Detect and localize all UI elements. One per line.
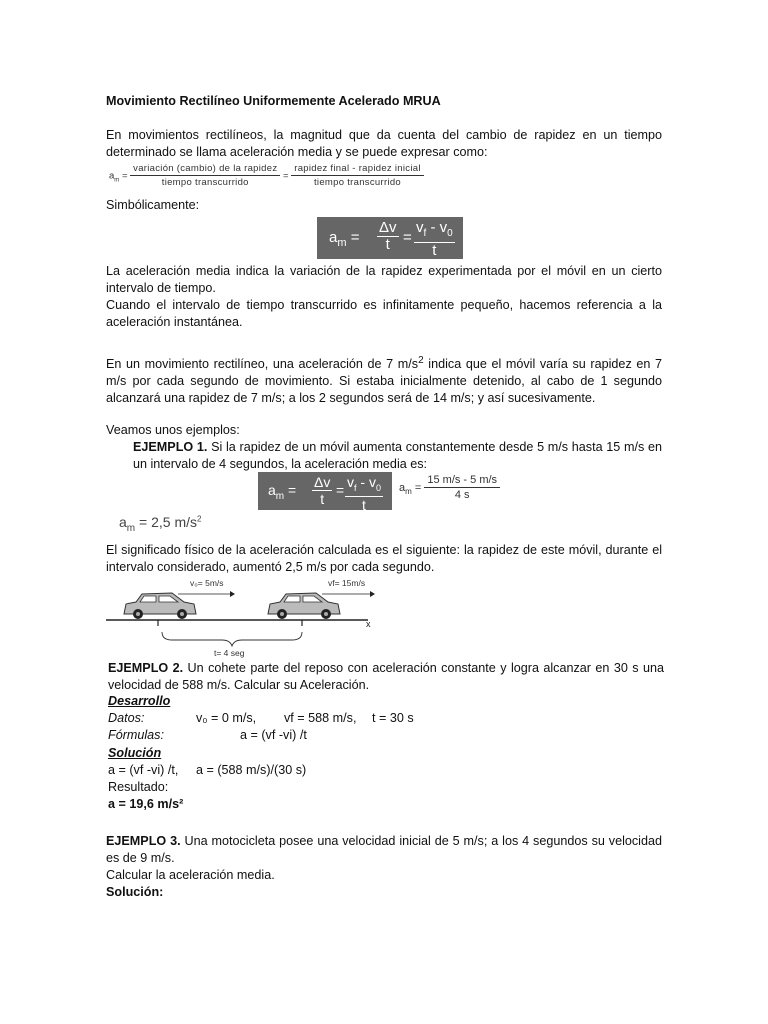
def-numerator-1: variación (cambio) de la rapidez [130,162,280,176]
x-axis-label: x [366,619,371,629]
formula-box-2: $a_m$ = $\frac{\Delta v}{t}$ = $\frac{v_f - v_0}{t}$ [258,472,392,510]
paragraph-definition: La aceleración media indica la variación de la rapidez experimentada por el móvil en un cierto intervalo de tiempo. [106,264,662,295]
examples-intro: Veamos unos ejemplos: [106,423,240,437]
datos-label: Datos: [108,711,145,725]
paragraph-instantaneous: Cuando el intervalo de tiempo transcurrido es infinitamente pequeño, hacemos referencia a la aceleración instantánea. [106,298,662,329]
solution-line-1: a = (vf -vi) /t, [108,763,179,777]
formulas-label: Fórmulas: [108,728,164,742]
motion-diagram [106,576,378,658]
def-denominator-2: tiempo transcurrido [313,177,401,188]
resultado-label: Resultado: [108,780,169,794]
solution-line-1b: a = (588 m/s)/(30 s) [196,763,307,777]
example-1-calculation: $a_m$ = $\frac{15 m/s - 5 m/s}{4 s}$ [399,474,500,502]
example-1-meaning: El significado físico de la aceleración calculada es el siguiente: la rapidez de este móvil, durante el intervalo considerado, aumentó 2,5 m/s por cada segundo. [106,543,662,574]
datos-vf: vf = 588 m/s, [284,711,357,725]
paragraph-example-acceleration: En un movimiento rectilíneo, una aceleración de 7 $m/s^2$ indica que el móvil varía su rapidez en 7 m/s por cada segundo de movimiento. Si estaba inicialmente detenido, al cabo de 1 segundo alcanzará una rapidez de 7 m/s; a los 2 segundos será de 14 m/s; y así sucesivamente. [106,355,662,406]
formula-box-1: $a_m$ = $\frac{\Delta v}{t}$ = $\frac{v_f - v_0}{t}$ [317,217,463,259]
desarrollo-heading: Desarrollo [108,694,171,708]
example-3-statement: EJEMPLO 3. Una motocicleta posee una velocidad inicial de 5 m/s; a los 4 segundos su velocidad es de 9 m/s. [106,834,662,865]
motion-diagram-svg [106,576,378,658]
definition-formula: $a_m$ = $\frac{\text{variación (cambio) de la rapidez}}{\text{tiempo transcurrido}}$ = $\frac{\text{rapidez final - rapidez inicial}}{\text{tiempo transcurrido}}$ [109,162,424,190]
time-label: t= 4 seg [214,648,245,658]
example-3-task: Calcular la aceleración media. [106,868,275,882]
example-3-solution: Solución: [106,885,164,899]
car-start-icon [124,593,196,619]
result-value: a = 19,6 m/s² [108,797,184,811]
def-denominator-1: tiempo transcurrido [161,177,249,188]
page-title: Movimiento Rectilíneo Uniformemente Acelerado MRUA [106,94,441,108]
solucion-heading: Solución [108,746,162,760]
formula-text: a = (vf -vi) /t [240,728,307,742]
time-brace [162,632,302,646]
symbolic-label: Simbólicamente: [106,198,200,212]
def-numerator-2: rapidez final - rapidez inicial [291,162,424,176]
intro-paragraph: En movimientos rectilíneos, la magnitud que da cuenta del cambio de rapidez en un tiempo determinado se llama aceleración media y se puede expresar como: [106,128,662,159]
datos-t: t = 30 s [372,711,414,725]
v0-label: v₀= 5m/s [190,578,224,588]
example-2-statement: EJEMPLO 2. Un cohete parte del reposo con aceleración constante y logra alcanzar en 30 s una velocidad de 588 m/s. Calcular su Aceleración. [108,661,665,692]
example-1-statement: EJEMPLO 1. Si la rapidez de un móvil aumenta constantemente desde 5 m/s hasta 15 m/s en un intervalo de 4 segundos, la aceleración media es: [133,440,662,471]
vf-label: vf= 15m/s [328,578,366,588]
datos-v0: v₀ = 0 m/s, [196,711,257,725]
car-end-icon [268,593,340,619]
example-1-result: $a_m = 2,5$ $m/s^2$ [119,514,202,534]
